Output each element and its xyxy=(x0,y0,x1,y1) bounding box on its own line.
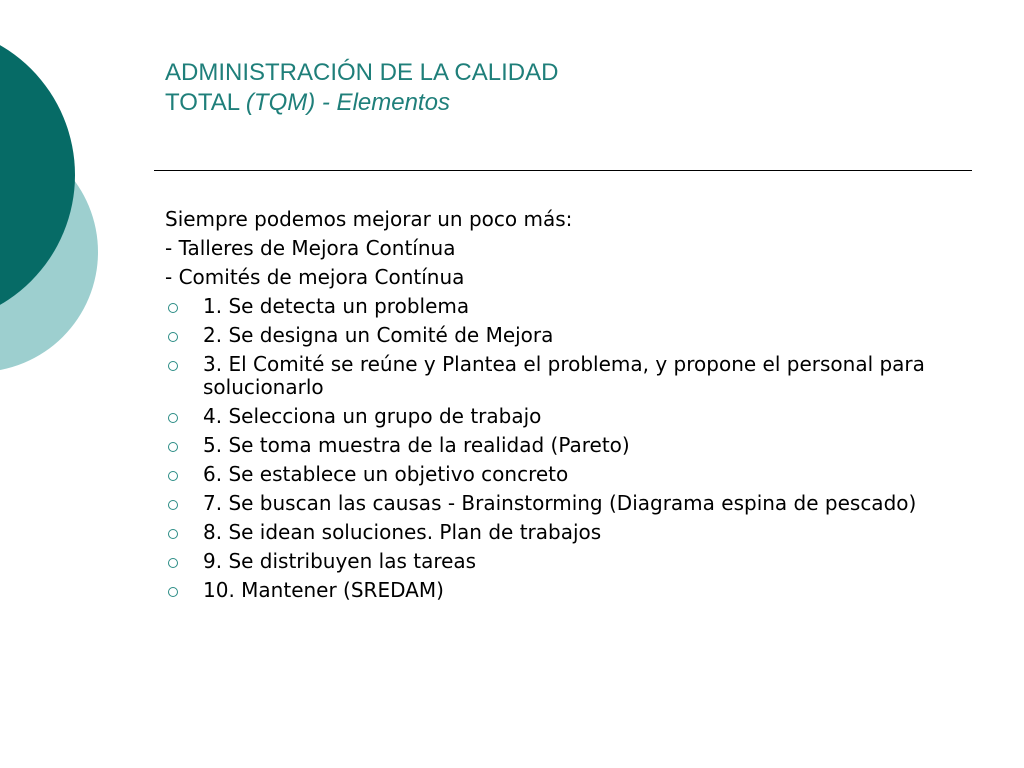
list-item-text: 7. Se buscan las causas - Brainstorming (Diagrama espina de pescado) xyxy=(203,491,917,515)
intro-text: Siempre podemos mejorar un poco más: xyxy=(165,207,573,231)
list-item-text: 1. Se detecta un problema xyxy=(203,294,470,318)
hollow-circle-icon xyxy=(168,500,178,510)
list-item xyxy=(165,547,965,576)
hollow-circle-icon xyxy=(168,303,178,313)
hollow-circle-icon xyxy=(168,471,178,481)
list-item xyxy=(165,292,965,321)
hollow-circle-icon xyxy=(168,413,178,423)
list-item-text: 2. Se designa un Comité de Mejora xyxy=(203,323,554,347)
hollow-circle-icon xyxy=(168,332,178,342)
decorative-circles xyxy=(0,0,110,420)
list-item-text: 6. Se establece un objetivo concreto xyxy=(203,462,569,486)
intro-line-comites: - Comités de mejora Contínua xyxy=(165,265,465,289)
list-item-text: 4. Selecciona un grupo de trabajo xyxy=(203,404,542,428)
list-item xyxy=(165,431,965,460)
list-item xyxy=(165,460,965,489)
list-item xyxy=(165,321,965,350)
intro-line-talleres: - Talleres de Mejora Contínua xyxy=(165,236,456,260)
list-item xyxy=(165,576,965,605)
list-item-text: 8. Se idean soluciones. Plan de trabajos xyxy=(203,520,602,544)
title-subtitle: (TQM) - Elementos xyxy=(245,89,450,116)
title-prefix: TOTAL xyxy=(165,89,240,116)
slide-body xyxy=(165,205,965,605)
list-item xyxy=(165,518,965,547)
hollow-circle-icon xyxy=(168,442,178,452)
steps-list xyxy=(165,292,965,605)
list-item-text: 9. Se distribuyen las tareas xyxy=(203,549,477,573)
title-line-1: ADMINISTRACIÓN DE LA CALIDAD xyxy=(165,59,559,86)
hollow-circle-icon xyxy=(168,587,178,597)
title-divider xyxy=(154,170,972,171)
list-item xyxy=(165,489,965,518)
list-item-text: 3. El Comité se reúne y Plantea el problema, y propone el personal para solucionarlo xyxy=(203,352,925,399)
hollow-circle-icon xyxy=(168,529,178,539)
title-line-2 xyxy=(165,88,558,118)
hollow-circle-icon xyxy=(168,361,178,371)
hollow-circle-icon xyxy=(168,558,178,568)
list-item xyxy=(165,402,965,431)
list-item-text: 5. Se toma muestra de la realidad (Pareto) xyxy=(203,433,630,457)
list-item xyxy=(165,350,965,402)
list-item-text: 10. Mantener (SREDAM) xyxy=(203,578,444,602)
slide-title xyxy=(165,58,558,118)
